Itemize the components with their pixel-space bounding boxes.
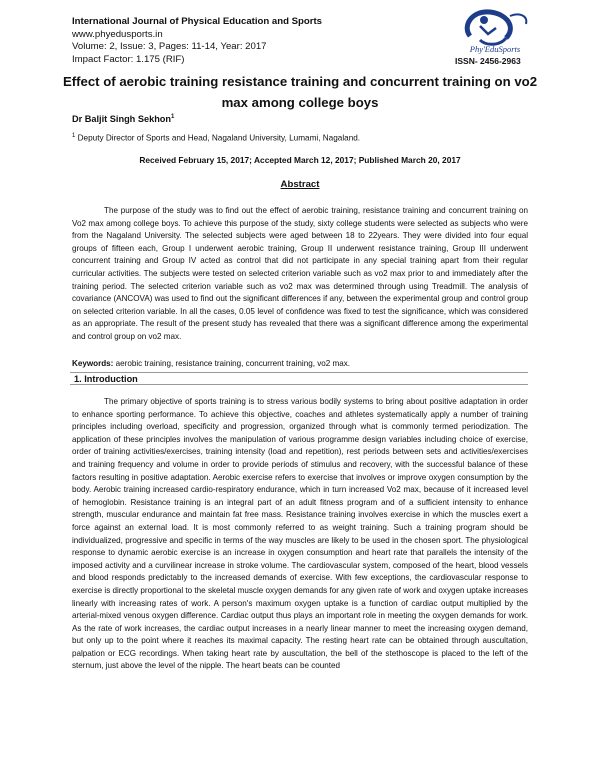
keywords: [72, 359, 528, 368]
issn: ISSN- 2456-2963: [455, 56, 521, 66]
abstract-heading: Abstract: [280, 179, 320, 190]
abstract-body: The purpose of the study was to find out the effect of aerobic training, resistance training and concurrent training on Vo2 max among college boys. To achieve this purpose of the study, sixty college students were selected as subjects who were from the Nagaland University. The selected subjects were aged between 18 to 22years. They were divided into four equal groups of fifteen each, Group I underwent aerobic training, Group II underwent resistance training, Group III underwent concurrent training and Group IV acted as control that did not participate in any special training apart from their regular curricular activities. The subjects were tested on selected criterion variable such as vo2 max prior to and immediately after the training period. The selected criterion variable such as vo2 max was determined through using Treadmill. The analysis of covariance (ANCOVA) was used to find out the significant differences if any, between the experimental group and control group on selected criterion variable. In all the cases, 0.05 level of confidence was fixed to test the significance, which was considered as an appropriate. The result of the present study has revealed that there was a significant difference among the experimental and control group on vo2 max.: [72, 206, 528, 341]
affiliation: [72, 133, 360, 143]
author-sup: 1: [171, 114, 175, 120]
author-name: Dr Baljit Singh Sekhon: [72, 114, 172, 125]
journal-impact-factor: Impact Factor: 1.175 (RIF): [72, 53, 185, 65]
keywords-text: aerobic training, resistance training, concurrent training, vo2 max.: [113, 359, 351, 368]
affiliation-sup: 1: [72, 133, 76, 139]
introduction-heading: 1. Introduction: [70, 372, 528, 385]
journal-name: International Journal of Physical Education and Sports: [72, 16, 323, 27]
journal-website[interactable]: www.phyedusports.in: [72, 28, 163, 40]
author: [72, 114, 174, 124]
logo-text: Phy'EduSports: [469, 44, 521, 54]
keywords-label: Keywords:: [72, 359, 114, 368]
journal-header: [72, 16, 322, 66]
journal-volume: Volume: 2, Issue: 3, Pages: 11-14, Year: 2017: [72, 41, 267, 53]
article-dates: Received February 15, 2017; Accepted March 12, 2017; Published March 20, 2017: [139, 155, 461, 165]
affiliation-text: Deputy Director of Sports and Head, Nagaland University, Lumami, Nagaland.: [77, 133, 361, 143]
article-title: Effect of aerobic training resistance training and concurrent training on vo2 max among college boys: [62, 74, 538, 110]
introduction-body: The primary objective of sports training is to stress various bodily systems to bring about positive adaptation in order to enhance sporting performance. To achieve this objective, coaches and athletes systematically apply a number of training principles including overload, specificity and progression, organized through what is commonly termed periodization. The application of these principles involves the manipulation of various programme design variables including choice of exercise, order of training activities/exercises, training intensity (load and repetition), rest periods between sets and activities/exercises and training frequency and volume in order to provide periods of stimulus and recovery, with the successful balance of these factors resulting in positive adaptation. Aerobic exercise refers to exercise that involves or improve oxygen consumption by the body. Aerobic training increased cardio-respiratory endurance, which in turn increased Vo2 max, because of it increased level of hemoglobin. Resistance training is an integral part of an adult fitness program and of a sufficient intensity to enhance strength, muscular endurance and maintain fat free mass. Resistance training involves exercise in which the muscles exert a force against an external load. It is most commonly referred to as weight training. Such a training program should be individualized, progressive and specific in terms of the way muscles are likely to be used in the chosen sport. The physiological response to dynamic aerobic exercise is an increase in oxygen consumption and heart rate that parallels the intensity of the imposed activity and a curvilinear increase in stroke volume. The cardiovascular system, composed of the heart, blood vessels and blood responds predictably to the increased demands of exercise. With few exceptions, the cardiovascular response to exercise is directly proportional to the skeletal muscle oxygen demands for any given rate of work and oxygen uptake increases linearly with increasing rates of work. A person's maximum oxygen uptake is a function of cardiac output multiplied by the arterial-mixed venous oxygen difference. Cardiac output thus plays an important role in meeting the oxygen demands for work. As the rate of work increases, the cardiac output increases in a nearly linear manner to meet the increasing oxygen demand, but only up to the point where it reaches its maximal capacity. The resting heart rate can be obtained through auscultation, palpation or ECG recordings. When taking heart rate by auscultation, the bell of the stethoscope is placed to the left of the sternum, just above the level of the nipple. The heart beats can be counted: [72, 397, 528, 671]
